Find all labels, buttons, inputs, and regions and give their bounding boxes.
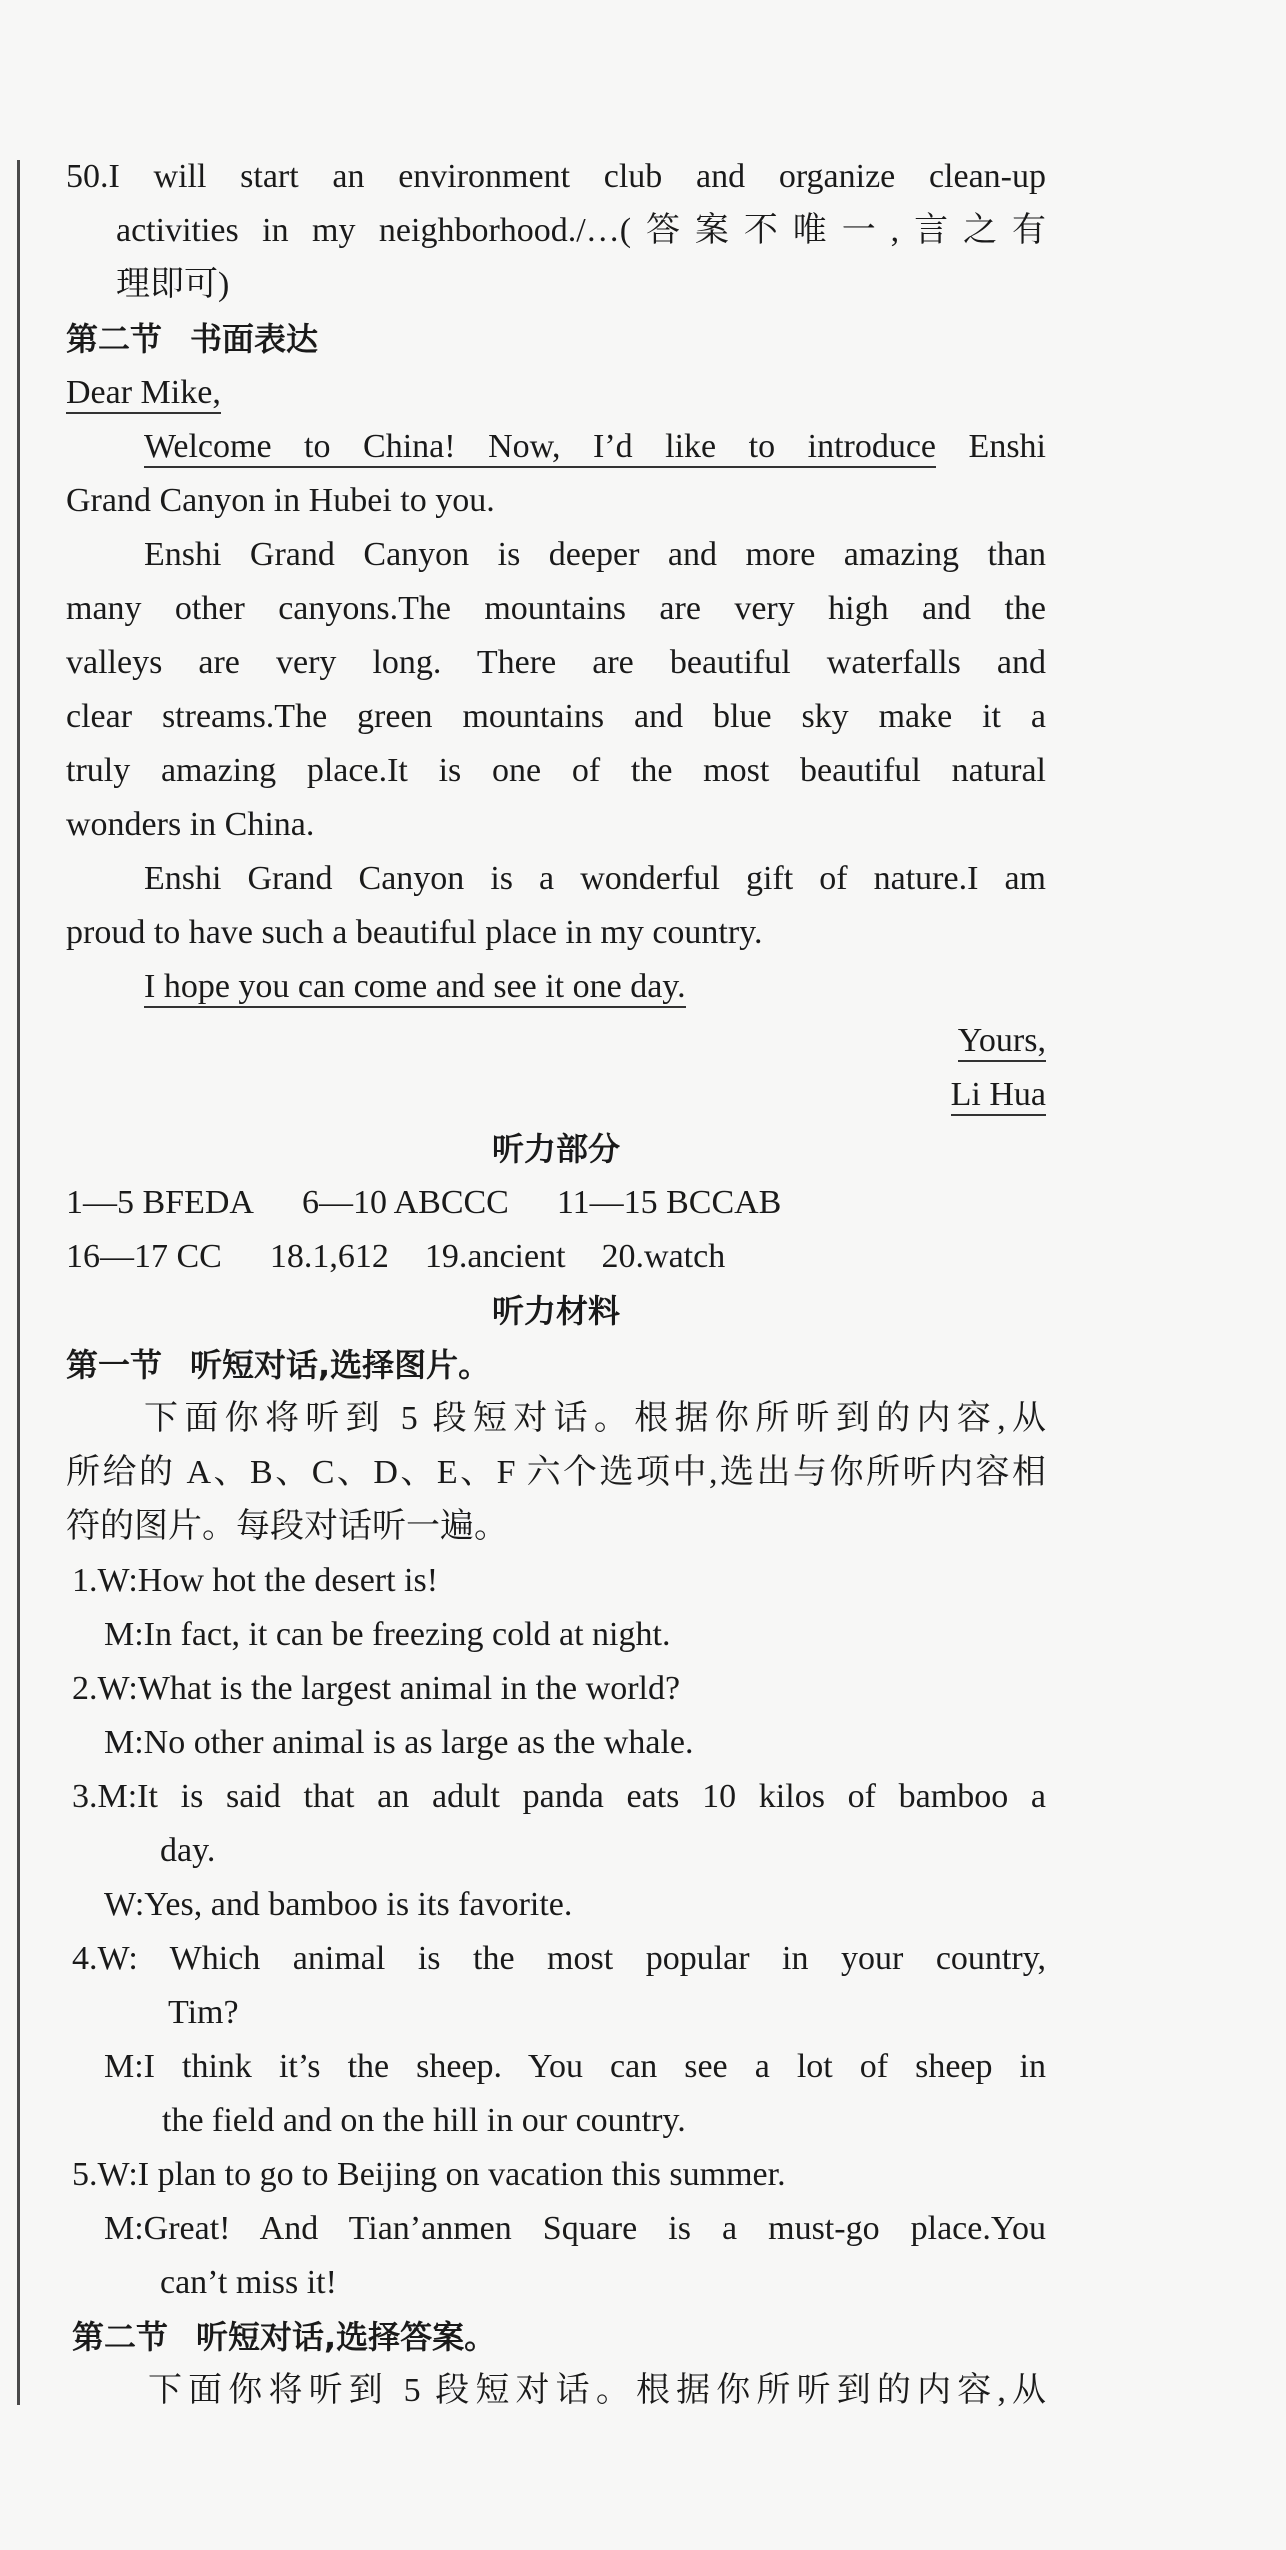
- letter-greeting-text: Dear Mike,: [66, 374, 221, 414]
- dialogue-line: W:Yes, and bamboo is its favorite.: [104, 1886, 573, 1923]
- materials-section-2-intro-line: 下面你将听到 5 段短对话。根据你所听到的内容,从: [148, 2372, 1046, 2409]
- listening-heading: 听力部分: [491, 1130, 620, 1168]
- materials-section-2-heading: [72, 2310, 496, 2364]
- dialogue-line: M:No other animal is as large as the whale.: [104, 1724, 694, 1761]
- dialogue-line: 1.W:How hot the desert is!: [72, 1562, 439, 1599]
- letter-sign-yours-text: Yours,: [958, 1022, 1046, 1062]
- letter-intro-line-1: [144, 420, 1046, 474]
- letter-sign-name-text: Li Hua: [951, 1076, 1046, 1116]
- letter-paragraph-2-line: valleys are very long. There are beautiful waterfalls and: [66, 644, 1046, 681]
- materials-section-1-heading: [66, 1338, 490, 1392]
- letter-paragraph-2-line: clear streams.The green mountains and blue sky make it a: [66, 698, 1046, 735]
- dialogue-line: 2.W:What is the largest animal in the world?: [72, 1670, 681, 1707]
- answer-group: 20.watch: [601, 1238, 726, 1275]
- materials-section-2-title: 听短对话,选择答案。: [196, 2318, 497, 2356]
- materials-section-1-intro-line: 符的图片。每段对话听一遍。: [66, 1508, 508, 1545]
- letter-sign-name: [66, 1068, 1046, 1122]
- answer-50-line-1: 50.I will start an environment club and organize clean-up: [66, 158, 1046, 195]
- letter-paragraph-3-line: proud to have such a beautiful place in my country.: [66, 914, 763, 951]
- writing-section-heading: [66, 312, 318, 366]
- materials-section-1-title: 听短对话,选择图片。: [190, 1346, 491, 1384]
- materials-section-1-number: 第一节: [66, 1346, 163, 1384]
- letter-paragraph-2-line: Enshi Grand Canyon is deeper and more amazing than: [144, 536, 1046, 573]
- listening-answers-row-2: [66, 1230, 725, 1284]
- dialogue-line: the field and on the hill in our country.: [162, 2102, 686, 2139]
- margin-rule: [17, 160, 20, 2405]
- writing-section-number: 第二节: [66, 320, 163, 358]
- answer-group: 19.ancient: [424, 1238, 566, 1275]
- dialogue-line: M:Great! And Tian’anmen Square is a must-go place.You: [104, 2210, 1046, 2247]
- letter-intro-underlined: Welcome to China! Now, I’d like to introduce: [144, 428, 936, 468]
- dialogue-line: can’t miss it!: [160, 2264, 337, 2301]
- materials-section-2-number: 第二节: [72, 2318, 169, 2356]
- materials-section-1-intro-line: 所给的 A、B、C、D、E、F 六个选项中,选出与你所听内容相: [66, 1454, 1046, 1491]
- dialogue-line: 3.M:It is said that an adult panda eats 10 kilos of bamboo a: [72, 1778, 1046, 1815]
- letter-intro-line-2: Grand Canyon in Hubei to you.: [66, 482, 495, 519]
- letter-paragraph-2-line: many other canyons.The mountains are very high and the: [66, 590, 1046, 627]
- answer-group: 18.1,612: [269, 1238, 389, 1275]
- letter-greeting: [66, 366, 221, 420]
- letter-paragraph-2-line: wonders in China.: [66, 806, 315, 843]
- dialogue-line: M:In fact, it can be freezing cold at night.: [104, 1616, 671, 1653]
- materials-section-1-intro-line: 下面你将听到 5 段短对话。根据你所听到的内容,从: [144, 1400, 1046, 1437]
- writing-section-title: 书面表达: [190, 320, 319, 358]
- letter-sign-yours: [66, 1014, 1046, 1068]
- materials-heading: 听力材料: [491, 1292, 620, 1330]
- listening-answers-row-1: [66, 1176, 781, 1230]
- answer-50-line-3: 理即可): [116, 266, 230, 303]
- dialogue-line: 5.W:I plan to go to Beijing on vacation this summer.: [72, 2156, 786, 2193]
- dialogue-line: Tim?: [168, 1994, 239, 2031]
- answer-50-line-2: activities in my neighborhood./…(答案不唯一,言之有: [116, 212, 1046, 249]
- answer-group: 16—17 CC: [66, 1238, 222, 1275]
- answer-group: 6—10 ABCCC: [301, 1184, 509, 1221]
- letter-paragraph-2-line: truly amazing place.It is one of the most beautiful natural: [66, 752, 1046, 789]
- dialogue-line: M:I think it’s the sheep. You can see a lot of sheep in: [104, 2048, 1046, 2085]
- answer-group: 11—15 BCCAB: [556, 1184, 782, 1221]
- letter-paragraph-3-line: Enshi Grand Canyon is a wonderful gift of nature.I am: [144, 860, 1046, 897]
- dialogue-line: day.: [160, 1832, 216, 1869]
- answer-group: 1—5 BFEDA: [66, 1184, 254, 1221]
- letter-closing: [144, 960, 686, 1014]
- dialogue-line: 4.W: Which animal is the most popular in your country,: [72, 1940, 1046, 1977]
- letter-intro-rest: Enshi: [936, 428, 1046, 465]
- letter-closing-text: I hope you can come and see it one day.: [144, 968, 686, 1008]
